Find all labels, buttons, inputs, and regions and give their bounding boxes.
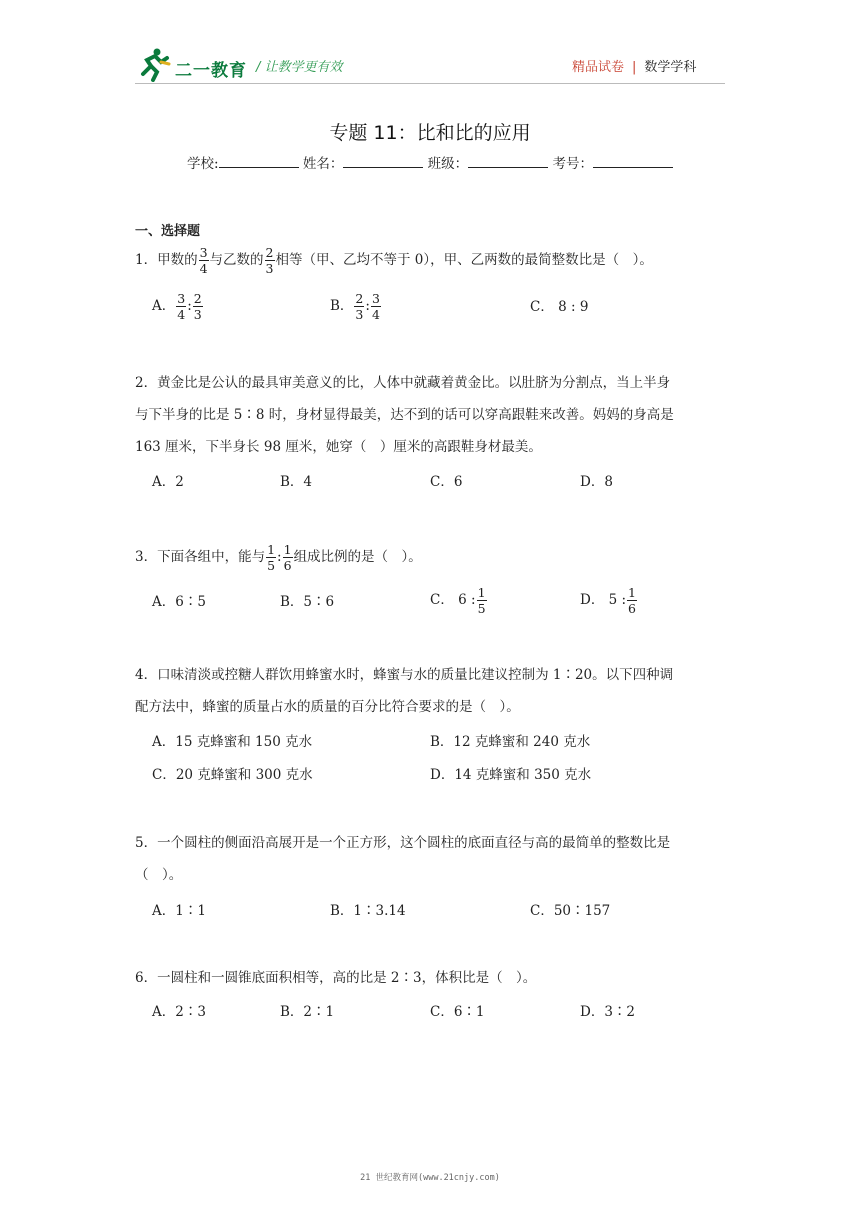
fraction	[283, 542, 293, 573]
school-label: 学校:	[187, 156, 219, 172]
numerator: 2	[265, 245, 274, 260]
numerator: 3	[199, 245, 208, 260]
question-number: 2．	[135, 375, 158, 391]
fraction	[266, 542, 276, 573]
fraction	[371, 291, 381, 322]
option-d[interactable]: D．3∶2	[580, 1004, 636, 1020]
fraction	[193, 291, 203, 322]
numerator: 1	[267, 542, 276, 557]
numerator: 3	[371, 291, 380, 306]
numerator: 3	[177, 291, 186, 306]
question-number: 1．	[135, 252, 158, 268]
runner-logo-icon	[135, 48, 175, 82]
denominator: 4	[177, 307, 186, 322]
question-1	[135, 244, 735, 276]
brand-name: 二一教育	[175, 61, 247, 81]
denominator: 4	[371, 307, 380, 322]
denominator: 5	[267, 558, 276, 573]
question-5	[135, 827, 735, 891]
question-text: 一个圆柱的侧面沿高展开是一个正方形，这个圆柱的底面直径与高的最简单的整数比是	[157, 835, 671, 851]
option-a[interactable]: A．2	[152, 474, 184, 490]
question-text: 组成比例的是（ ）。	[293, 549, 422, 565]
option-d[interactable]	[580, 585, 638, 616]
option-d[interactable]: D．8	[580, 474, 613, 490]
option-label: C． 6 :	[430, 592, 476, 608]
question-3	[135, 541, 735, 573]
question-line	[135, 659, 735, 691]
class-blank[interactable]	[468, 155, 548, 168]
school-blank[interactable]	[219, 155, 299, 168]
denominator: 6	[628, 601, 636, 616]
question-line: 与下半身的比是 5∶8 时，身材显得最美，达不到的话可以穿高跟鞋来改善。妈妈的身高是	[135, 407, 674, 423]
name-label: 姓名：	[302, 156, 344, 172]
option-a[interactable]: A．2∶3	[152, 1004, 206, 1020]
fraction	[627, 585, 637, 616]
question-text: 口味清淡或控糖人群饮用蜂蜜水时，蜂蜜与水的质量比建议控制为 1∶20。以下四种调	[157, 667, 674, 683]
option-b[interactable]: B．12 克蜂蜜和 240 克水	[430, 734, 591, 750]
question-text: 甲数的	[157, 252, 198, 268]
question-text: 一圆柱和一圆锥底面积相等，高的比是 2∶3，体积比是（ ）。	[157, 970, 537, 986]
question-number: 3．	[135, 549, 158, 565]
question-text: 与乙数的	[209, 252, 264, 268]
fraction	[199, 245, 209, 276]
denominator: 3	[193, 307, 202, 322]
numerator: 1	[283, 542, 292, 557]
option-a[interactable]: A．15 克蜂蜜和 150 克水	[152, 734, 313, 750]
question-4	[135, 659, 735, 723]
option-b[interactable]: B．1∶3.14	[330, 903, 406, 919]
option-b[interactable]: B． $\frac{2}{3}$ : $\frac{3}{4}$	[330, 291, 380, 322]
option-c[interactable]: C．20 克蜂蜜和 300 克水	[152, 767, 313, 783]
option-b[interactable]: B．4	[280, 474, 313, 490]
exam-no-blank[interactable]	[593, 155, 673, 168]
question-number: 5．	[135, 835, 158, 851]
denominator: 5	[477, 601, 486, 616]
question-number: 4．	[135, 667, 158, 683]
page-footer: 21 世纪教育网(www.21cnjy.com)	[360, 1173, 500, 1183]
option-c[interactable]: C．6∶1	[430, 1004, 485, 1020]
question-6	[135, 962, 735, 994]
denominator: 6	[283, 558, 292, 573]
question-number: 6．	[135, 970, 158, 986]
page-title: 专题 11：比和比的应用	[329, 122, 531, 144]
header-separator: |	[632, 60, 637, 75]
section-heading: 一、选择题	[135, 224, 201, 239]
question-text: 黄金比是公认的最具审美意义的比，人体中就藏着黄金比。以肚脐为分割点，当上半身	[157, 375, 671, 391]
option-a[interactable]: A． $\frac{3}{4}$ : $\frac{2}{3}$	[152, 291, 202, 322]
fraction	[176, 291, 186, 322]
question-text: 相等（甲、乙均不等于 0），甲、乙两数的最简整数比是（ ）。	[275, 252, 653, 268]
numerator: 2	[193, 291, 202, 306]
option-label: A．	[152, 298, 176, 314]
numerator: 1	[628, 585, 636, 600]
header-rule	[135, 83, 725, 84]
denominator: 4	[199, 261, 208, 276]
question-line: （ ）。	[135, 867, 183, 883]
option-c[interactable]: C．6	[430, 474, 463, 490]
ratio-colon: :	[277, 549, 282, 565]
name-blank[interactable]	[343, 155, 423, 168]
option-label: B．	[330, 298, 354, 314]
question-text: 下面各组中，能与	[157, 549, 266, 565]
numerator: 1	[477, 585, 486, 600]
slogan: / 让教学更有效	[256, 60, 343, 75]
denominator: 3	[265, 261, 274, 276]
fraction	[354, 291, 364, 322]
subject-label: 数学学科	[644, 60, 697, 75]
option-d[interactable]: D．14 克蜂蜜和 350 克水	[430, 767, 592, 783]
option-c[interactable]: C．50∶157	[530, 903, 611, 919]
denominator: 3	[355, 307, 364, 322]
premium-label: 精品试卷	[572, 60, 625, 75]
question-2	[135, 367, 735, 463]
fraction	[477, 585, 487, 616]
question-line: 配方法中，蜂蜜的质量占水的质量的百分比符合要求的是（ ）。	[135, 699, 520, 715]
option-b[interactable]: B．5∶6	[280, 594, 335, 610]
fraction	[265, 245, 275, 276]
option-c[interactable]	[430, 585, 488, 616]
student-info-line	[0, 152, 860, 172]
class-label: 班级：	[427, 156, 469, 172]
option-b[interactable]: B．2∶1	[280, 1004, 335, 1020]
option-label: D． 5 :	[580, 592, 627, 608]
option-a[interactable]: A．1∶1	[152, 903, 206, 919]
question-line	[135, 367, 735, 399]
exam-no-label: 考号：	[552, 156, 593, 172]
numerator: 2	[355, 291, 364, 306]
option-c[interactable]: C． 8 : 9	[530, 299, 589, 315]
option-a[interactable]: A．6∶5	[152, 594, 206, 610]
question-line	[135, 827, 735, 859]
question-line: 163 厘米，下半身长 98 厘米，她穿（ ）厘米的高跟鞋身材最美。	[135, 439, 542, 455]
header-right	[572, 56, 696, 75]
